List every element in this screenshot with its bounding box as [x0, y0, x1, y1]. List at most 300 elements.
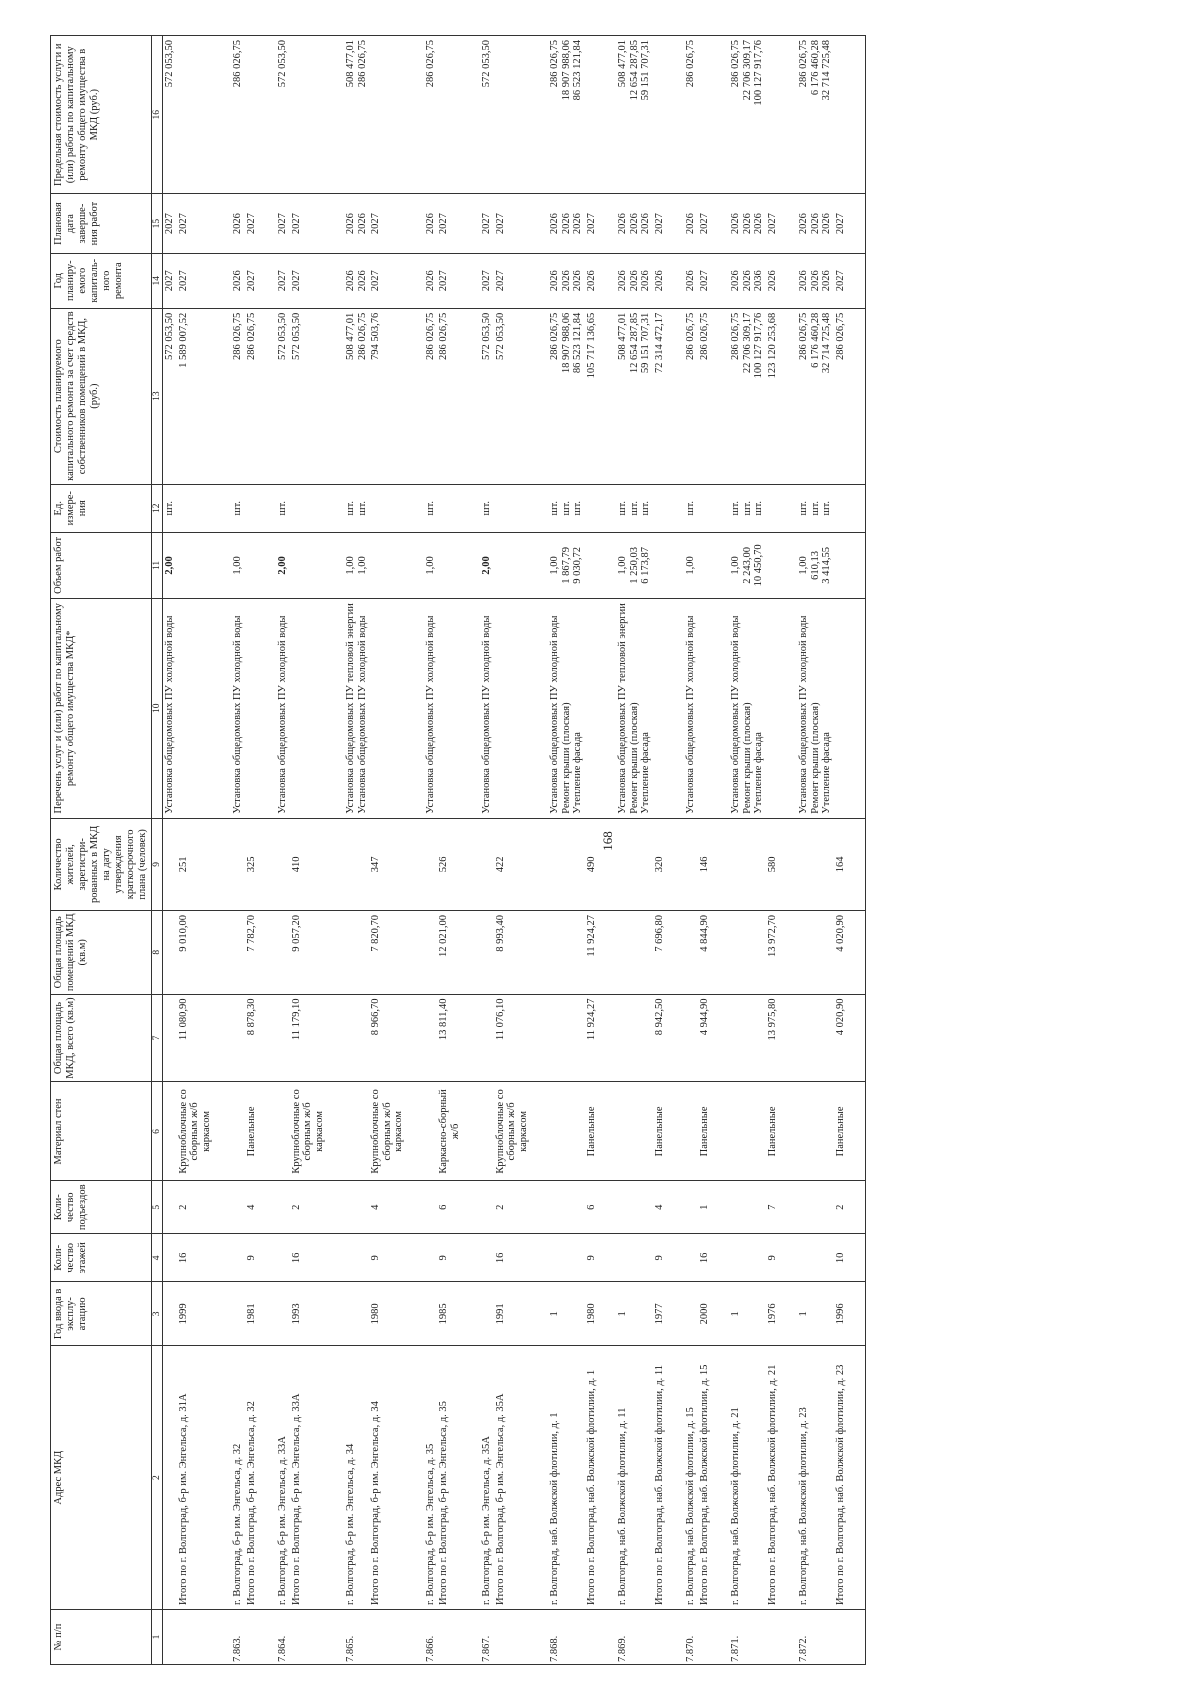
spacer-cell — [530, 532, 548, 598]
works-list-value: Установка общедомовых ПУ холодной воды — [685, 615, 696, 814]
address-cell: Итого по г. Волгоград, наб. Волжской флотилии, д. 11 — [653, 1346, 667, 1610]
residents-count-cell: 490 — [585, 818, 599, 910]
spacer-cell — [326, 818, 344, 910]
spacer-cell — [530, 1234, 548, 1282]
spacer-cell — [530, 194, 548, 253]
works-list-cell — [163, 598, 177, 818]
spacer-cell — [598, 532, 616, 598]
column-number-10: 10 — [152, 598, 163, 818]
wall-material-cell — [424, 1082, 438, 1181]
spacer-cell — [213, 253, 231, 308]
floors-count-cell: 16 — [494, 1234, 531, 1282]
limit-cost-cell — [698, 36, 712, 194]
row-number-cell: 7.870. — [684, 1610, 698, 1665]
completion-date-cell — [616, 194, 653, 253]
floors-count-cell: 9 — [369, 1234, 406, 1282]
wall-material-cell: Панельные — [653, 1082, 667, 1181]
total-area-cell — [797, 994, 834, 1082]
row-number-cell — [834, 1610, 848, 1665]
completion-date-value: 2027 — [481, 213, 492, 235]
spacer-cell — [213, 1082, 231, 1181]
planned-cost-value: 6 176 460,28 — [809, 312, 821, 368]
limit-cost-value: 286 026,75 — [730, 40, 741, 88]
work-volume-value: 1,00 — [685, 556, 696, 575]
spacer-cell — [406, 1610, 424, 1665]
planned-year-value: 2026 — [345, 270, 356, 292]
row-number-cell — [698, 1610, 712, 1665]
work-volume-cell — [231, 532, 245, 598]
unit-cell — [480, 484, 494, 532]
completion-date-cell — [653, 194, 667, 253]
premises-area-cell — [684, 911, 698, 995]
spacer-cell — [847, 253, 866, 308]
commissioning-year-cell: 1 — [797, 1282, 834, 1346]
completion-date-cell — [834, 194, 848, 253]
spacer-cell — [213, 994, 231, 1082]
address-cell: Итого по г. Волгоград, б-р им. Энгельса, д. 33А — [290, 1346, 327, 1610]
unit-value: шт. — [549, 500, 560, 516]
work-volume-cell — [585, 532, 599, 598]
planned-year-value: 2027 — [164, 270, 175, 292]
limit-cost-cell — [834, 36, 848, 194]
floors-count-cell: 10 — [834, 1234, 848, 1282]
planned-year-cell — [494, 253, 531, 308]
unit-value: шт. — [809, 500, 821, 516]
premises-area-cell: 11 924,27 — [585, 911, 599, 995]
planned-year-cell — [653, 253, 667, 308]
planned-cost-value: 508 477,01 — [617, 312, 628, 360]
spacer-cell — [779, 1181, 797, 1234]
row-number-cell — [585, 1610, 599, 1665]
spacer-cell — [779, 253, 797, 308]
limit-cost-cell — [369, 36, 406, 194]
wall-material-cell — [163, 1082, 177, 1181]
rotated-table-container — [50, 35, 1180, 1665]
planned-cost-value: 22 706 309,17 — [741, 312, 753, 374]
total-area-cell: 4 944,90 — [698, 994, 712, 1082]
unit-cell — [616, 484, 653, 532]
column-header-1: № п/п — [51, 1610, 152, 1665]
spacer-cell — [406, 308, 424, 484]
works-list-value: Установка общедомовых ПУ холодной воды — [277, 615, 288, 814]
planned-year-cell — [437, 253, 462, 308]
address-cell: г. Волгоград, наб. Волжской флотилии, д. 11 — [616, 1346, 653, 1610]
floors-count-cell — [548, 1234, 585, 1282]
completion-date-cell — [231, 194, 245, 253]
completion-date-value: 2027 — [370, 213, 381, 235]
limit-cost-value: 6 176 460,28 — [809, 40, 821, 96]
commissioning-year-cell: 1 — [548, 1282, 585, 1346]
column-header-10: Перечень услуг и (или) работ по капитальному ремонту общего имущества МКД* — [51, 598, 152, 818]
works-list-cell — [480, 598, 494, 818]
planned-cost-value: 32 714 725,48 — [821, 312, 832, 374]
work-volume-value: 10 450,70 — [753, 544, 764, 587]
spacer-cell — [666, 911, 684, 995]
unit-value: шт. — [798, 500, 809, 516]
residents-count-cell: 164 — [834, 818, 848, 910]
spacer-cell — [213, 1282, 231, 1346]
wall-material-cell — [548, 1082, 585, 1181]
residents-count-cell — [616, 818, 653, 910]
unit-cell — [290, 484, 327, 532]
premises-area-cell: 7 696,80 — [653, 911, 667, 995]
spacer-cell — [258, 253, 276, 308]
total-area-cell — [684, 994, 698, 1082]
spacer-cell — [258, 532, 276, 598]
spacer-cell — [530, 36, 548, 194]
table-row — [163, 36, 177, 1665]
spacer-cell — [530, 911, 548, 995]
planned-year-value: 2027 — [494, 270, 506, 292]
spacer-cell — [326, 484, 344, 532]
unit-value: шт. — [560, 500, 572, 516]
wall-material-cell: Каркасно-сборный ж/б — [437, 1082, 462, 1181]
header-row — [51, 36, 152, 1665]
completion-date-cell — [729, 194, 766, 253]
planned-cost-cell — [684, 308, 698, 484]
wall-material-cell — [616, 1082, 653, 1181]
spacer-cell — [711, 911, 729, 995]
spacer-cell — [666, 532, 684, 598]
spacer-cell — [530, 484, 548, 532]
spacer-cell — [462, 1610, 480, 1665]
limit-cost-value: 86 523 121,84 — [572, 40, 583, 101]
works-list-value: Ремонт крыши (плоская) — [560, 702, 572, 814]
completion-date-value: 2027 — [438, 213, 449, 235]
column-number-4: 4 — [152, 1234, 163, 1282]
spacer-cell — [258, 911, 276, 995]
spacer-cell — [213, 1346, 231, 1610]
unit-value: шт. — [164, 500, 175, 516]
spacer-cell — [213, 484, 231, 532]
spacer-cell — [530, 1082, 548, 1181]
total-area-cell — [729, 994, 766, 1082]
work-volume-cell — [494, 532, 531, 598]
planned-cost-value: 286 026,75 — [232, 312, 243, 360]
works-list-value: Установка общедомовых ПУ холодной воды — [730, 615, 741, 814]
planned-cost-cell — [616, 308, 653, 484]
works-list-value: Установка общедомовых ПУ холодной воды — [424, 615, 436, 814]
commissioning-year-cell: 1 — [616, 1282, 653, 1346]
entrances-count-cell — [684, 1181, 698, 1234]
unit-cell — [729, 484, 766, 532]
column-header-16: Предельная стоимость услуги и (или) работы по капитальному ремонту общего имущества в МКД (руб.) — [51, 36, 152, 194]
planned-cost-value: 123 120 253,68 — [766, 312, 778, 379]
limit-cost-value: 286 026,75 — [549, 40, 560, 88]
total-area-cell: 11 179,10 — [290, 994, 327, 1082]
column-number-5: 5 — [152, 1181, 163, 1234]
spacer-cell — [711, 818, 729, 910]
spacer-cell — [258, 1282, 276, 1346]
unit-value: шт. — [753, 500, 764, 516]
table-body — [163, 36, 866, 1665]
spacer-cell — [779, 818, 797, 910]
spacer-cell — [406, 532, 424, 598]
spacer-cell — [258, 36, 276, 194]
work-volume-value: 6 173,87 — [640, 547, 651, 584]
work-volume-cell — [290, 532, 327, 598]
premises-area-cell — [231, 911, 245, 995]
spacer-cell — [711, 36, 729, 194]
completion-date-cell — [290, 194, 327, 253]
spacer-row — [598, 36, 616, 1665]
planned-year-cell — [834, 253, 848, 308]
wall-material-cell: Крупноблочные со сборным ж/б каркасом — [494, 1082, 531, 1181]
completion-date-cell — [245, 194, 259, 253]
row-number-cell: 7.871. — [729, 1610, 766, 1665]
spacer-cell — [779, 484, 797, 532]
total-area-cell — [616, 994, 653, 1082]
limit-cost-value: 572 053,50 — [164, 40, 175, 88]
completion-date-value: 2026 — [617, 213, 628, 235]
residents-count-cell — [729, 818, 766, 910]
planned-cost-cell — [177, 308, 214, 484]
planned-cost-value: 105 717 136,65 — [585, 312, 597, 379]
spacer-cell — [598, 1234, 616, 1282]
spacer-cell — [406, 36, 424, 194]
spacer-cell — [711, 1610, 729, 1665]
works-list-value: Установка общедомовых ПУ холодной воды — [549, 615, 560, 814]
work-volume-value: 1,00 — [345, 556, 356, 575]
work-volume-cell — [344, 532, 369, 598]
spacer-cell — [598, 194, 616, 253]
spacer-cell — [598, 598, 616, 818]
planned-year-cell — [276, 253, 290, 308]
spacer-cell — [462, 1282, 480, 1346]
works-list-cell — [766, 598, 780, 818]
completion-date-value: 2026 — [821, 213, 832, 235]
entrances-count-cell: 2 — [177, 1181, 214, 1234]
residents-count-cell — [684, 818, 698, 910]
limit-cost-cell — [437, 36, 462, 194]
spacer-cell — [406, 1082, 424, 1181]
works-list-value: Утепление фасада — [753, 732, 764, 814]
planned-year-cell — [245, 253, 259, 308]
completion-date-cell — [684, 194, 698, 253]
unit-cell — [766, 484, 780, 532]
column-number-11: 11 — [152, 532, 163, 598]
limit-cost-cell — [653, 36, 667, 194]
spacer-cell — [598, 253, 616, 308]
planned-year-cell — [290, 253, 327, 308]
planned-year-cell — [698, 253, 712, 308]
planned-year-value: 2026 — [730, 270, 741, 292]
completion-date-value: 2027 — [245, 213, 257, 235]
planned-year-value: 2026 — [356, 270, 368, 292]
completion-date-value: 2027 — [164, 213, 175, 235]
completion-date-value: 2027 — [585, 213, 597, 235]
limit-cost-cell — [163, 36, 177, 194]
entrances-count-cell: 2 — [494, 1181, 531, 1234]
spacer-cell — [847, 598, 866, 818]
entrances-count-cell: 2 — [834, 1181, 848, 1234]
spacer-cell — [406, 994, 424, 1082]
entrances-count-cell: 2 — [290, 1181, 327, 1234]
works-list-cell — [684, 598, 698, 818]
column-header-4: Коли-чество этажей — [51, 1234, 152, 1282]
commissioning-year-cell: 1977 — [653, 1282, 667, 1346]
total-area-cell: 11 076,10 — [494, 994, 531, 1082]
address-cell — [163, 1346, 177, 1610]
spacer-cell — [406, 253, 424, 308]
spacer-cell — [462, 598, 480, 818]
spacer-cell — [847, 1610, 866, 1665]
residents-count-cell: 580 — [766, 818, 780, 910]
limit-cost-cell — [290, 36, 327, 194]
spacer-cell — [406, 194, 424, 253]
spacer-cell — [598, 1181, 616, 1234]
completion-date-cell — [424, 194, 438, 253]
address-cell: Итого по г. Волгоград, б-р им. Энгельса, д. 34 — [369, 1346, 406, 1610]
limit-cost-value: 286 026,75 — [798, 40, 809, 88]
completion-date-value: 2027 — [494, 213, 506, 235]
entrances-count-cell — [163, 1181, 177, 1234]
planned-year-value: 2026 — [232, 270, 243, 292]
address-cell: Итого по г. Волгоград, б-р им. Энгельса, д. 32 — [245, 1346, 259, 1610]
entrances-count-cell: 6 — [437, 1181, 462, 1234]
commissioning-year-cell — [480, 1282, 494, 1346]
work-volume-value: 2,00 — [277, 556, 288, 575]
planned-year-value: 2026 — [585, 270, 597, 292]
spacer-cell — [326, 1610, 344, 1665]
works-list-cell — [290, 598, 327, 818]
total-area-cell: 8 878,30 — [245, 994, 259, 1082]
spacer-cell — [598, 1610, 616, 1665]
spacer-cell — [711, 1181, 729, 1234]
works-list-cell — [548, 598, 585, 818]
entrances-count-cell — [276, 1181, 290, 1234]
column-number-1: 1 — [152, 1610, 163, 1665]
spacer-cell — [598, 994, 616, 1082]
spacer-cell — [326, 1181, 344, 1234]
spacer-cell — [847, 818, 866, 910]
commissioning-year-cell: 1980 — [369, 1282, 406, 1346]
address-cell: г. Волгоград, наб. Волжской флотилии, д. 1 — [548, 1346, 585, 1610]
planned-year-cell — [766, 253, 780, 308]
works-list-cell — [231, 598, 245, 818]
completion-date-value: 2026 — [798, 213, 809, 235]
limit-cost-value: 286 026,75 — [685, 40, 696, 88]
planned-cost-cell — [231, 308, 245, 484]
unit-cell — [245, 484, 259, 532]
work-volume-value: 2 243,00 — [741, 547, 753, 584]
unit-value: шт. — [481, 500, 492, 516]
column-header-13: Стоимость планируемого капитального ремонта за счет средств собственников помещений в МКД, (руб.) — [51, 308, 152, 484]
column-number-row — [152, 36, 163, 1665]
planned-cost-value: 86 523 121,84 — [572, 312, 583, 374]
wall-material-cell: Крупноблочные со сборным ж/б каркасом — [369, 1082, 406, 1181]
total-area-cell — [344, 994, 369, 1082]
spacer-cell — [711, 194, 729, 253]
completion-date-value: 2026 — [572, 213, 583, 235]
row-number-cell — [437, 1610, 462, 1665]
row-number-cell — [494, 1610, 531, 1665]
entrances-count-cell — [729, 1181, 766, 1234]
residents-count-cell: 422 — [494, 818, 531, 910]
planned-year-value: 2026 — [741, 270, 753, 292]
spacer-cell — [598, 484, 616, 532]
works-list-value: Установка общедомовых ПУ холодной воды — [164, 615, 175, 814]
spacer-cell — [847, 1082, 866, 1181]
planned-cost-cell — [766, 308, 780, 484]
spacer-cell — [462, 1181, 480, 1234]
works-list-value: Утепление фасада — [640, 732, 651, 814]
column-header-7: Общая площадь МКД, всего (кв.м) — [51, 994, 152, 1082]
planned-cost-cell — [585, 308, 599, 484]
limit-cost-value: 59 151 707,31 — [640, 40, 651, 101]
floors-count-cell: 16 — [177, 1234, 214, 1282]
spacer-cell — [213, 1181, 231, 1234]
spacer-cell — [847, 911, 866, 995]
work-volume-value: 1,00 — [549, 556, 560, 575]
unit-cell — [585, 484, 599, 532]
unit-cell — [698, 484, 712, 532]
spacer-cell — [530, 598, 548, 818]
spacer-cell — [847, 36, 866, 194]
unit-cell — [369, 484, 406, 532]
work-volume-value: 1 250,03 — [628, 547, 640, 584]
limit-cost-cell — [684, 36, 698, 194]
limit-cost-value: 18 907 988,06 — [560, 40, 572, 101]
residents-count-cell: 320 — [653, 818, 667, 910]
row-number-cell: 7.869. — [616, 1610, 653, 1665]
spacer-cell — [326, 1234, 344, 1282]
spacer-cell — [258, 1082, 276, 1181]
work-volume-value: 1 867,79 — [560, 547, 572, 584]
spacer-cell — [779, 994, 797, 1082]
works-list-cell — [437, 598, 462, 818]
work-volume-value: 1,00 — [617, 556, 628, 575]
work-volume-cell — [480, 532, 494, 598]
works-list-cell — [653, 598, 667, 818]
planned-cost-cell — [653, 308, 667, 484]
limit-cost-cell — [177, 36, 214, 194]
table-row — [616, 36, 653, 1665]
planned-year-cell — [163, 253, 177, 308]
column-number-14: 14 — [152, 253, 163, 308]
spacer-cell — [258, 818, 276, 910]
work-volume-value: 9 030,72 — [572, 547, 583, 584]
planned-year-cell — [480, 253, 494, 308]
limit-cost-cell — [494, 36, 531, 194]
residents-count-cell — [480, 818, 494, 910]
limit-cost-cell — [729, 36, 766, 194]
planned-year-value: 2027 — [370, 270, 381, 292]
spacer-cell — [666, 1181, 684, 1234]
limit-cost-cell — [276, 36, 290, 194]
premises-area-cell: 4 844,90 — [698, 911, 712, 995]
planned-year-value: 2027 — [245, 270, 257, 292]
work-volume-value: 1,00 — [730, 556, 741, 575]
spacer-cell — [666, 598, 684, 818]
work-volume-cell — [245, 532, 259, 598]
work-volume-cell — [369, 532, 406, 598]
spacer-cell — [711, 994, 729, 1082]
address-cell: г. Волгоград, наб. Волжской флотилии, д. 15 — [684, 1346, 698, 1610]
spacer-cell — [326, 36, 344, 194]
limit-cost-value: 286 026,75 — [356, 40, 368, 88]
spacer-cell — [779, 308, 797, 484]
spacer-row — [711, 36, 729, 1665]
spacer-cell — [326, 194, 344, 253]
spacer-row — [666, 36, 684, 1665]
spacer-cell — [530, 994, 548, 1082]
limit-cost-value: 12 654 287,85 — [628, 40, 640, 101]
column-header-3: Год ввода в эксплу-атацию — [51, 1282, 152, 1346]
table-row — [231, 36, 245, 1665]
address-cell: г. Волгоград, б-р им. Энгельса, д. 35 — [424, 1346, 438, 1610]
spacer-cell — [326, 1346, 344, 1610]
